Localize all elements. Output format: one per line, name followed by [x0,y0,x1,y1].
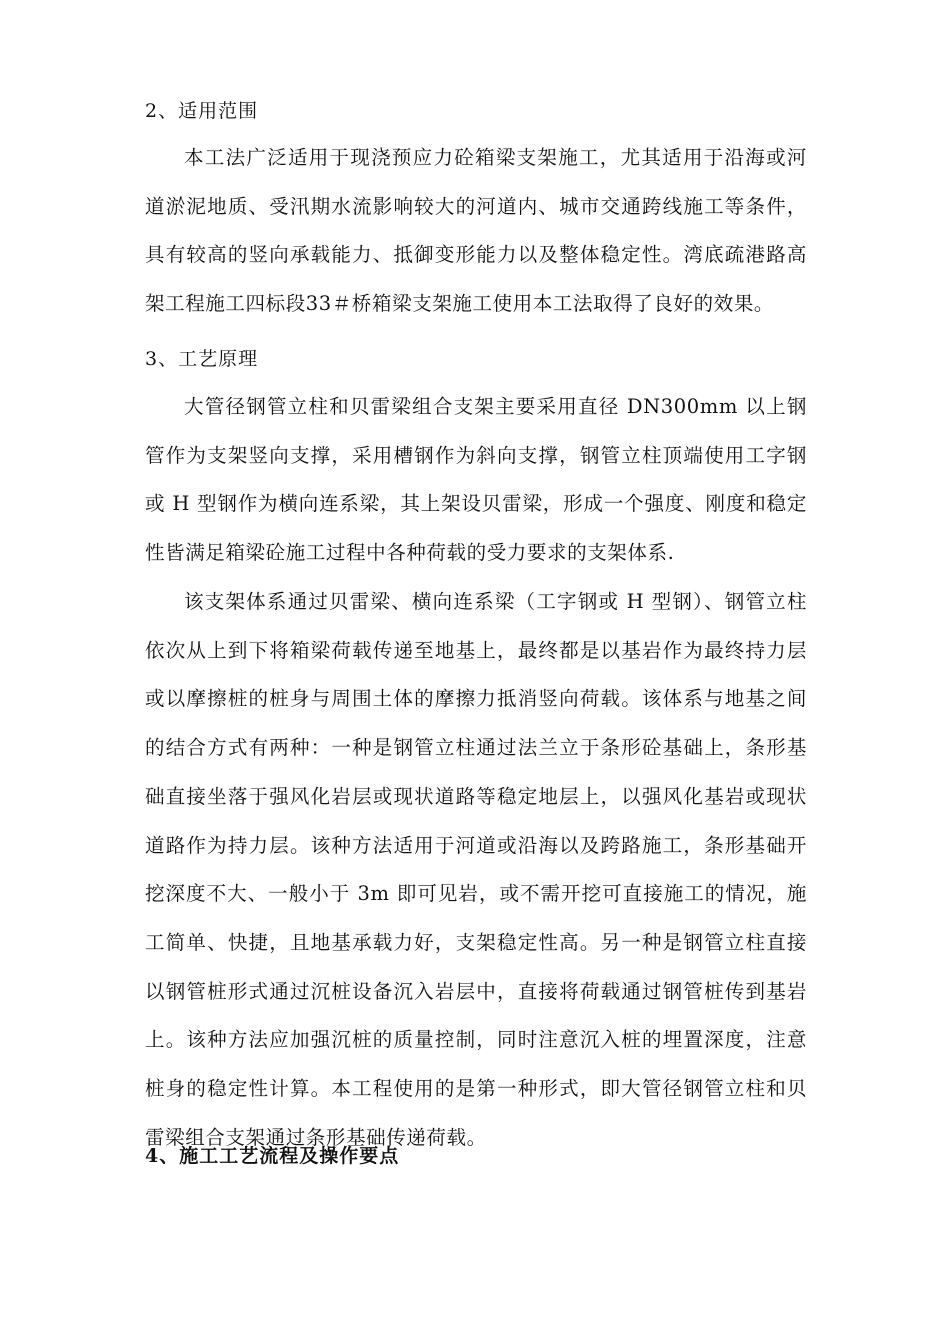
section-2-paragraph: 本工法广泛适用于现浇预应力砼箱梁支架施工，尤其适用于沿海或河道淤泥地质、受汛期水流影响较大的河道内、城市交通跨线施工等条件，具有较高的竖向承载能力、抵御变形能力以及整体稳定性。湾底疏港路高架工程施工四标段33＃桥箱梁支架施工使用本工法取得了良好的效果。 [145,146,807,316]
section-3-paragraph-2: 该支架体系通过贝雷梁、横向连系梁（工字钢或 H 型钢）、钢管立柱依次从上到下将箱梁荷载传递至地基上，最终都是以基岩作为最终持力层或以摩擦桩的桩身与周围土体的摩擦力抵消竖向荷载。该体系与地基之间的结合方式有两种：一种是钢管立柱通过法兰立于条形砼基础上，条形基础直接坐落于强风化岩层或现状道路等稳定地层上，以强风化基岩或现状道路作为持力层。该种方法适用于河道或沿海以及跨路施工，条形基础开挖深度不大、一般小于 3m 即可见岩，或不需开挖可直接施工的情况，施工简单、快捷，且地基承载力好，支架稳定性高。另一种是钢管立柱直接以钢管桩形式通过沉桩设备沉入岩层中，直接将荷载通过钢管桩传到基岩上。该种方法应加强沉桩的质量控制，同时注意沉入桩的埋置深度，注意桩身的稳定性计算。本工程使用的是第一种形式，即大管径钢管立柱和贝雷梁组合支架通过条形基础传递荷载。 [145,590,807,1149]
section-2-heading: 2、适用范围 [145,100,259,122]
section-3-heading: 3、工艺原理 [145,348,259,370]
section-3-paragraph-1: 大管径钢管立柱和贝雷梁组合支架主要采用直径 DN300mm 以上钢管作为支架竖向支撑，采用槽钢作为斜向支撑，钢管立柱顶端使用工字钢或 H 型钢作为横向连系梁，其上架设贝雷梁，形成一个强度、刚度和稳定性皆满足箱梁砼施工过程中各种荷载的受力要求的支架体系. [145,395,807,565]
section-4-heading: 4、施工工艺流程及操作要点 [145,1145,400,1167]
